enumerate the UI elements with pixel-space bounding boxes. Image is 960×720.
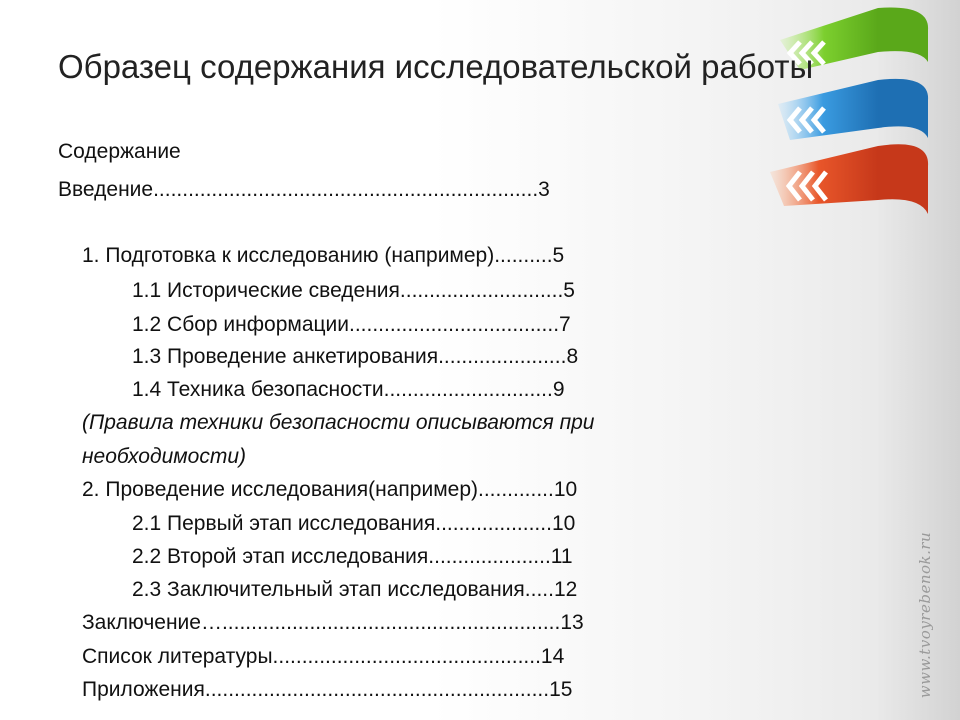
toc-entry-1-4: 1.4 Техника безопасности.............................9: [132, 378, 565, 401]
toc-entry-1-3: 1.3 Проведение анкетирования......................8: [132, 345, 579, 368]
toc-entry-2-1: 2.1 Первый этап исследования....................10: [132, 512, 576, 535]
toc-note-line-2: необходимости): [82, 445, 247, 468]
ribbon-arrows-decoration: [770, 0, 960, 220]
watermark: [915, 520, 935, 710]
red-ribbon: [770, 144, 928, 214]
toc-entry-section-1: 1. Подготовка к исследованию (например)..........5: [82, 244, 565, 267]
toc-entry-1-2: 1.2 Сбор информации....................................7: [132, 313, 571, 336]
toc-entry-2-2: 2.2 Второй этап исследования.....................11: [132, 545, 573, 568]
toc-entry-1-1: 1.1 Исторические сведения............................5: [132, 279, 575, 302]
toc-entry-section-2: 2. Проведение исследования(например).............10: [82, 478, 578, 501]
toc-note-line-1: (Правила техники безопасности описываются при: [82, 411, 595, 434]
toc-entry-references: Список литературы..............................................14: [82, 645, 565, 668]
blue-ribbon: [778, 79, 928, 140]
toc-entry-intro: Введение..................................................................3: [58, 178, 550, 201]
toc-entry-appendices: Приложения...........................................................15: [82, 678, 573, 701]
toc-entry-2-3: 2.3 Заключительный этап исследования.....12: [132, 578, 578, 601]
toc-heading: Содержание: [58, 140, 181, 163]
toc-entry-conclusion: Заключение…..........................................................13: [82, 611, 584, 634]
page-title: Образец содержания исследовательской работы: [58, 48, 814, 85]
watermark-text: www.tvoyrebenok.ru: [916, 531, 935, 699]
